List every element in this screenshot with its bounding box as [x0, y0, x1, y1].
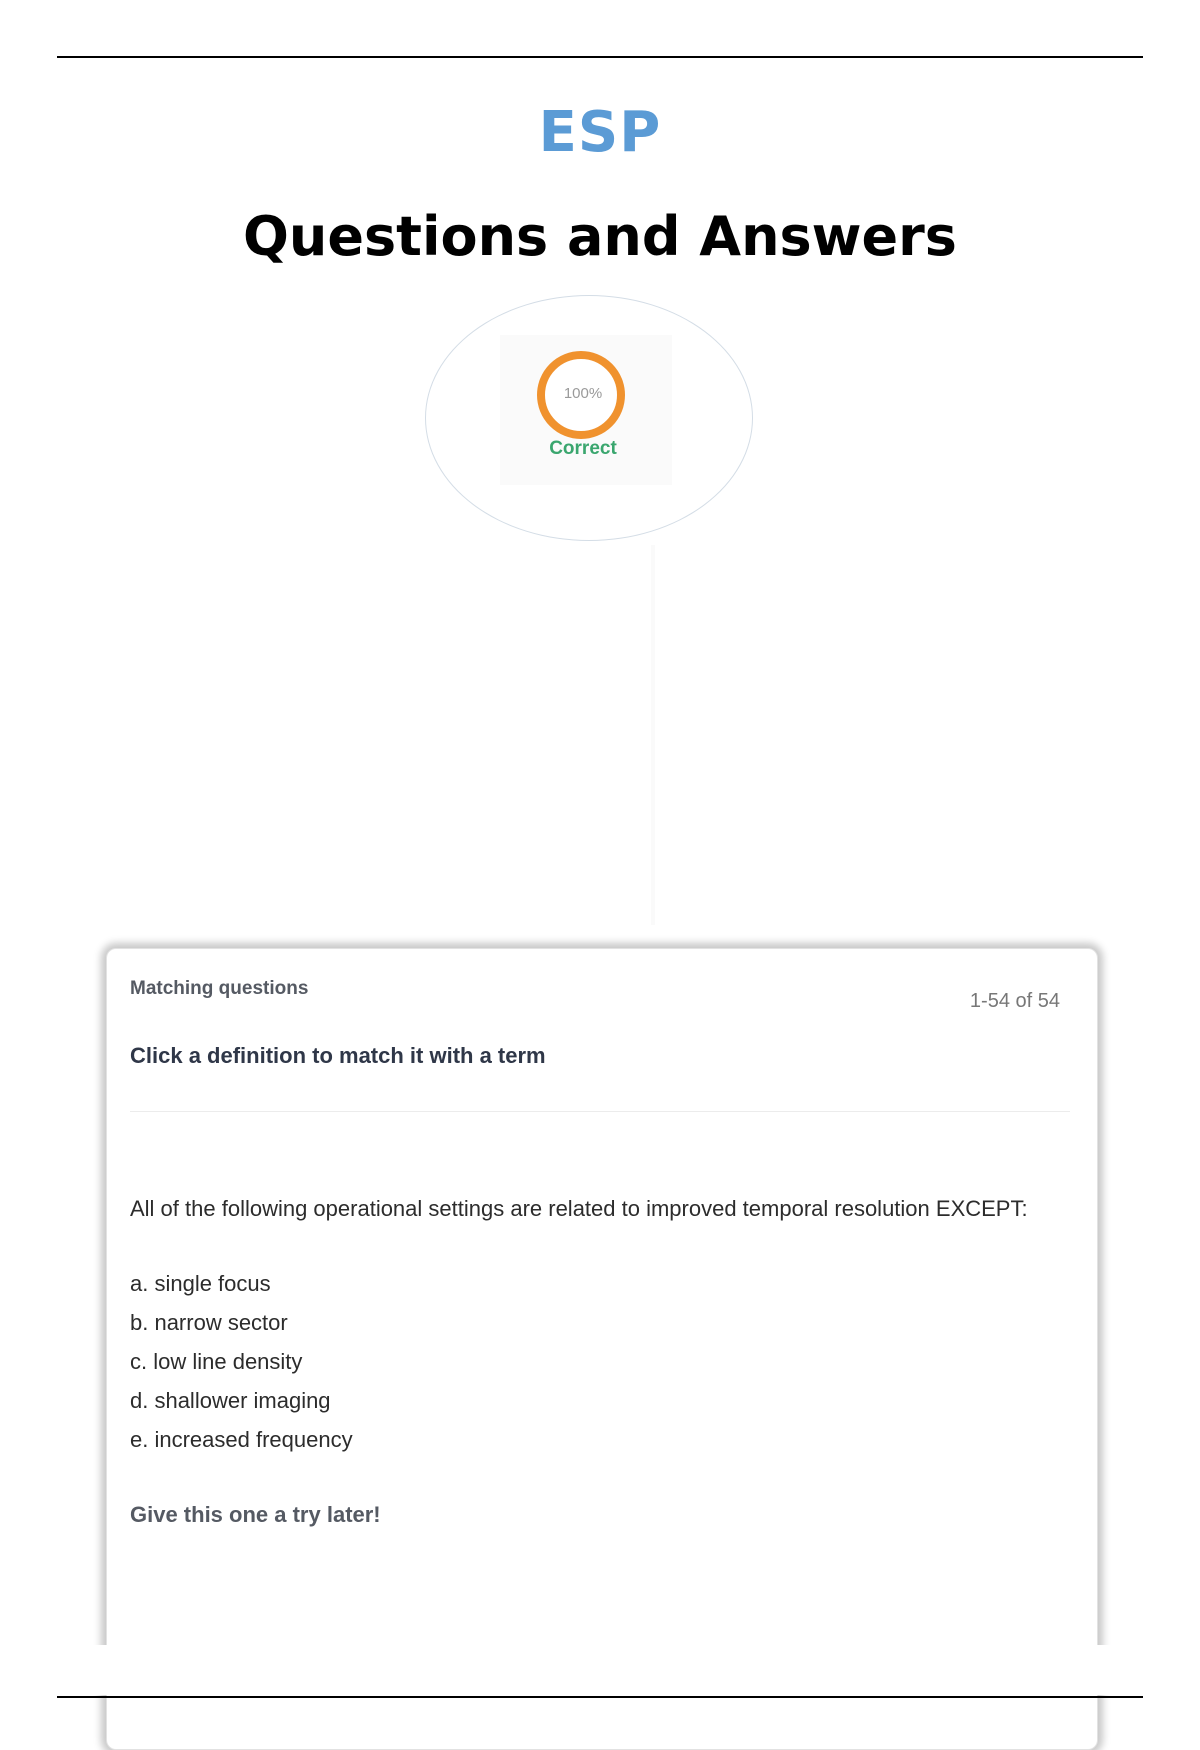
faint-divider [651, 545, 655, 925]
option-a[interactable]: a. single focus [130, 1271, 271, 1296]
option-d[interactable]: d. shallower imaging [130, 1388, 331, 1413]
try-later-text: Give this one a try later! [130, 1502, 381, 1527]
card-title: Matching questions [130, 978, 309, 999]
options-list [130, 1264, 353, 1459]
question-text: All of the following operational settings are related to improved temporal resolution EXCEPT: [130, 1196, 1028, 1221]
score-percent: 100% [563, 385, 603, 402]
bottom-rule [57, 1696, 1143, 1698]
option-c[interactable]: c. low line density [130, 1349, 303, 1374]
brand-title: ESP [538, 100, 662, 165]
option-b[interactable]: b. narrow sector [130, 1310, 288, 1335]
page-title: Questions and Answers [243, 205, 957, 268]
card-instruction: Click a definition to match it with a term [130, 1043, 546, 1068]
option-e[interactable]: e. increased frequency [130, 1427, 353, 1452]
page-bottom-margin [0, 1645, 1200, 1695]
card-divider [130, 1111, 1070, 1112]
score-label: Correct [549, 438, 617, 459]
top-rule [57, 56, 1143, 58]
card-count: 1-54 of 54 [969, 990, 1060, 1012]
